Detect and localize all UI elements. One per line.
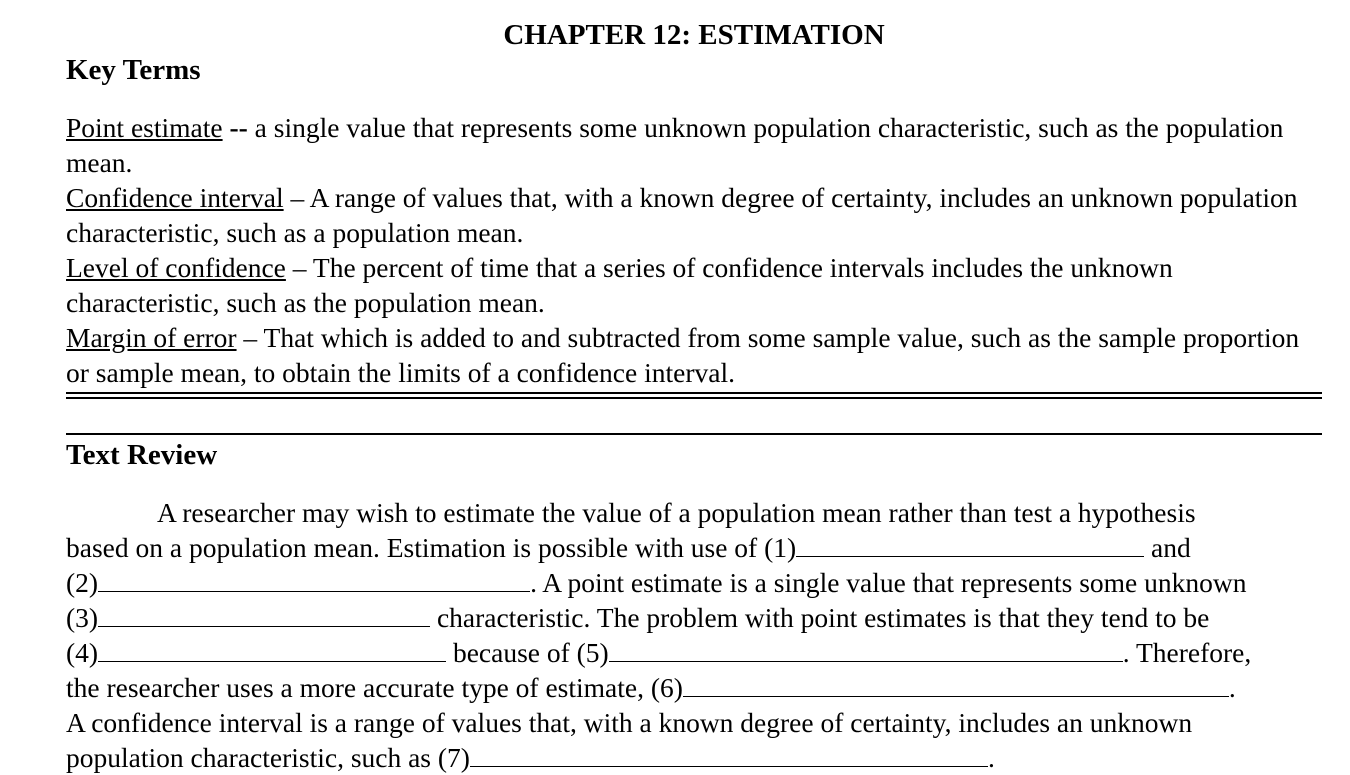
blank-6[interactable]	[683, 672, 1229, 697]
blank-2[interactable]	[98, 567, 530, 592]
term-name: Confidence interval	[66, 182, 284, 213]
review-line-4	[66, 600, 1322, 635]
double-divider	[66, 392, 1322, 399]
term-point-estimate	[66, 110, 1322, 180]
section-divider	[66, 433, 1322, 435]
review-text: characteristic. The problem with point estimates is that they tend to be	[436, 602, 1210, 633]
review-text: .	[987, 742, 995, 773]
blank-7[interactable]	[470, 742, 988, 767]
text-review-heading: Text Review	[66, 439, 218, 471]
term-name: Level of confidence	[66, 252, 286, 283]
blank-3[interactable]	[98, 602, 430, 627]
term-separator: –	[283, 182, 305, 213]
term-margin-of-error	[66, 320, 1322, 390]
term-level-of-confidence	[66, 250, 1322, 320]
term-definition: The percent of time that a series of confidence intervals includes the unknown characteristic, such as the population mean.	[66, 252, 1173, 318]
term-definition: a single value that represents some unknown population characteristic, such as the population mean.	[66, 112, 1284, 178]
blank-1[interactable]	[796, 532, 1144, 557]
review-text: (3)	[66, 602, 99, 633]
review-line-6	[66, 670, 1322, 705]
blank-5[interactable]	[609, 637, 1123, 662]
review-text: .	[1228, 672, 1236, 703]
review-text: and	[1151, 532, 1191, 563]
term-definition: That which is added to and subtracted from some sample value, such as the sample proportion or sample mean, to obtain the limits of a confidence interval.	[66, 322, 1300, 388]
review-line-5	[66, 635, 1322, 670]
review-text: (2)	[66, 567, 99, 598]
review-line-3	[66, 565, 1322, 600]
review-line-2	[66, 530, 1322, 565]
term-separator: –	[285, 252, 307, 283]
review-text: (4)	[66, 637, 99, 668]
review-text: . Therefore,	[1122, 637, 1252, 668]
term-name: Point estimate	[66, 112, 223, 143]
review-text: based on a population mean. Estimation is possible with use of (1)	[66, 532, 797, 563]
key-terms-list	[66, 110, 1322, 390]
term-name: Margin of error	[66, 322, 237, 353]
text-review-paragraph	[66, 495, 1322, 775]
chapter-title: CHAPTER 12: ESTIMATION	[503, 19, 885, 51]
review-text: because of (5)	[452, 637, 609, 668]
review-line-7: A confidence interval is a range of values that, with a known degree of certainty, includes an unknown	[66, 707, 1193, 738]
review-text: the researcher uses a more accurate type of estimate, (6)	[66, 672, 683, 703]
term-separator: --	[222, 112, 248, 143]
blank-4[interactable]	[98, 637, 446, 662]
term-definition: A range of values that, with a known degree of certainty, includes an unknown population characteristic, such as a population mean.	[66, 182, 1298, 248]
review-text: . A point estimate is a single value that represents some unknown	[530, 567, 1247, 598]
term-separator: –	[236, 322, 258, 353]
review-text: population characteristic, such as (7)	[66, 742, 470, 773]
key-terms-heading: Key Terms	[66, 54, 201, 86]
review-line-1: A researcher may wish to estimate the value of a population mean rather than test a hypothesis	[157, 497, 1196, 528]
term-confidence-interval	[66, 180, 1322, 250]
